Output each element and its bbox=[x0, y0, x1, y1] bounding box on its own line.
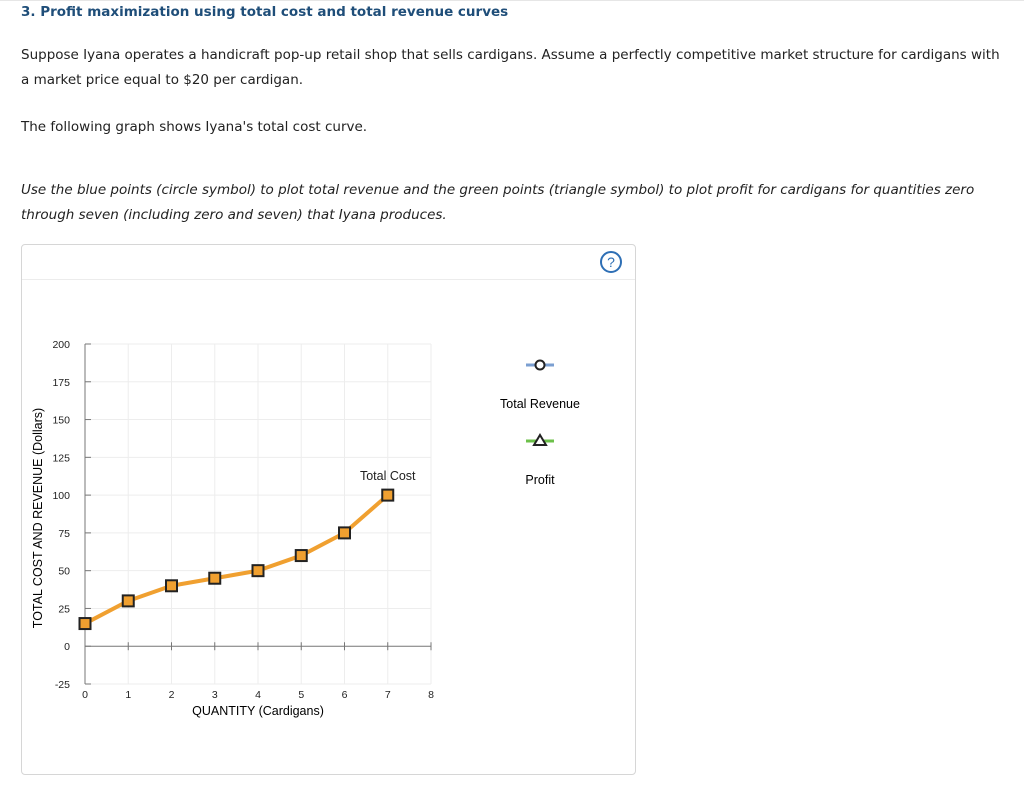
total-cost-point[interactable] bbox=[253, 565, 264, 576]
total-cost-point[interactable] bbox=[382, 490, 393, 501]
x-axis-label: QUANTITY (Cardigans) bbox=[192, 704, 324, 718]
y-tick-label: 150 bbox=[52, 414, 70, 427]
total-cost-point[interactable] bbox=[209, 573, 220, 584]
instruction-text: Use the blue points (circle symbol) to plot total revenue and the green points (triangle symbol) to plot profit for cardigans for quantities zero through seven (including zero and seven) that Iyana produces. bbox=[21, 182, 975, 223]
y-tick-label: 25 bbox=[58, 603, 70, 616]
legend-total-revenue-label: Total Revenue bbox=[500, 397, 580, 411]
x-tick-label: 5 bbox=[298, 689, 305, 701]
x-tick-label: 8 bbox=[428, 689, 434, 701]
total-cost-point[interactable] bbox=[123, 595, 134, 606]
legend-total-revenue-circle-icon[interactable] bbox=[536, 361, 545, 370]
x-tick-label: 4 bbox=[255, 689, 261, 701]
graph-intro-text: The following graph shows Iyana's total cost curve. bbox=[21, 119, 368, 135]
y-tick-label: 0 bbox=[64, 641, 70, 654]
x-tick-label: 1 bbox=[125, 689, 132, 701]
total-cost-point[interactable] bbox=[80, 618, 91, 629]
y-tick-label: 50 bbox=[58, 565, 70, 578]
y-tick-label: 75 bbox=[58, 527, 70, 540]
total-cost-point[interactable] bbox=[339, 527, 350, 538]
y-tick-label: 175 bbox=[52, 376, 70, 389]
y-axis-label: TOTAL COST AND REVENUE (Dollars) bbox=[31, 407, 45, 629]
x-tick-label: 3 bbox=[211, 689, 218, 701]
y-tick-label: 200 bbox=[52, 339, 70, 351]
x-tick-label: 2 bbox=[168, 689, 175, 701]
legend-profit-label: Profit bbox=[525, 473, 555, 487]
total-cost-point[interactable] bbox=[166, 580, 177, 591]
x-tick-label: 7 bbox=[384, 689, 391, 701]
y-tick-label: 100 bbox=[52, 490, 70, 503]
question-circle-icon[interactable]: ? bbox=[600, 251, 622, 273]
x-tick-label: 0 bbox=[82, 689, 88, 701]
y-tick-label: -25 bbox=[54, 679, 70, 691]
scenario-text: Suppose Iyana operates a handicraft pop-up retail shop that sells cardigans. Assume a perfectly competitive market structure for cardigans with a market price equal to $20 per cardigan. bbox=[21, 47, 1000, 88]
x-tick-label: 6 bbox=[341, 689, 348, 701]
question-heading: 3. Profit maximization using total cost and total revenue curves bbox=[21, 4, 509, 20]
total-cost-annotation: Total Cost bbox=[359, 469, 416, 484]
total-cost-point[interactable] bbox=[296, 550, 307, 561]
y-tick-label: 125 bbox=[52, 452, 70, 465]
